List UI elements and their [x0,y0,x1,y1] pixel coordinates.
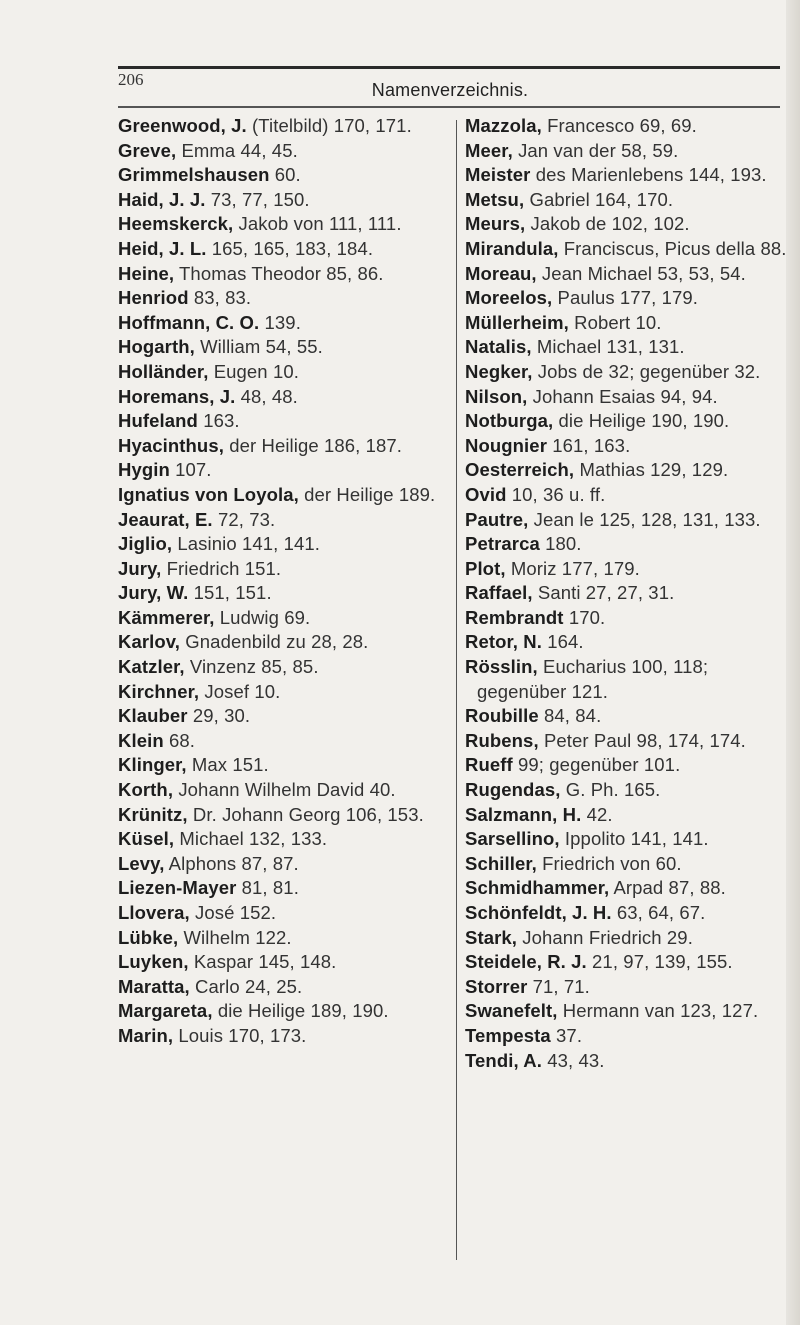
entry-references: 164. [547,631,584,653]
entry-name: Schönfeldt, J. H. [465,902,612,923]
entry-name: Raffael, [465,582,533,604]
index-entry [118,1024,458,1049]
entry-references: Mathias 129, 129. [579,459,729,481]
index-entry [118,286,458,311]
index-entry [465,188,790,213]
entry-references: 42. [586,803,613,825]
index-entry [118,975,458,1000]
index-columns [118,114,790,1294]
entry-name: Korth, [118,779,174,801]
entry-name: Roubille [465,705,539,727]
index-entry [465,926,790,951]
entry-name: Hyacinthus, [118,434,224,456]
entry-name: Sarsellino, [465,828,560,850]
entry-references: Johann Wilhelm David 40. [178,779,396,801]
entry-references: Louis 170, 173. [178,1024,307,1046]
entry-references: 81, 81. [241,877,299,899]
entry-name: Llovera, [118,902,190,923]
entry-name: Negker, [465,360,533,382]
entry-references: G. Ph. 165. [565,779,661,801]
index-entry [118,434,458,459]
entry-references: 151, 151. [193,582,272,604]
entry-references: die Heilige 190, 190. [558,410,730,432]
index-entry [118,581,458,606]
index-entry [465,950,790,975]
index-entry [118,827,458,852]
entry-references: Ippolito 141, 141. [564,828,709,850]
entry-name: Meer, [465,139,513,161]
entry-references: Hermann van 123, 127. [562,1000,759,1022]
index-entry [465,409,790,434]
entry-references: 68. [168,729,196,751]
entry-name: Moreau, [465,262,537,284]
entry-references: Eucharius 100, 118; gegenüber 121. [477,656,709,702]
index-entry [465,753,790,778]
index-entry [465,212,790,237]
index-entry [118,385,458,410]
entry-name: Nougnier [465,434,547,456]
entry-name: Ovid [465,483,507,505]
entry-references: Vinzenz 85, 85. [189,656,319,678]
index-entry [465,655,790,704]
entry-name: Jiglio, [118,533,173,555]
entry-references: Dr. Johann Georg 106, 153. [192,803,424,825]
page-number: 206 [118,70,144,89]
entry-references: William 54, 55. [200,336,323,358]
entry-references: 73, 77, 150. [210,188,310,210]
index-entry [465,532,790,557]
entry-references: Michael 131, 131. [536,336,685,358]
index-entry [465,975,790,1000]
entry-references: 180. [545,533,582,555]
index-entry [118,458,458,483]
entry-name: Rösslin, [465,656,538,678]
column-divider [456,120,457,1260]
entry-references: Jean Michael 53, 53, 54. [541,262,746,284]
entry-name: Katzler, [118,656,185,678]
entry-name: Schmidhammer, [465,877,610,899]
entry-references: Gnadenbild zu 28, 28. [185,631,369,653]
index-entry [118,926,458,951]
entry-name: Greve, [118,139,177,161]
index-entry [465,852,790,877]
entry-references: (Titelbild) 170, 171. [252,115,412,136]
entry-name: Hygin [118,459,170,481]
entry-name: Karlov, [118,631,181,653]
entry-name: Holländer, [118,360,209,382]
index-entry [118,704,458,729]
entry-references: Friedrich 151. [166,557,282,579]
index-entry [118,508,458,533]
entry-references: 48, 48. [240,385,298,407]
entry-name: Lübke, [118,926,179,948]
entry-name: Tempesta [465,1024,551,1046]
index-entry [118,606,458,631]
entry-references: 99; gegenüber 101. [518,754,681,776]
entry-references: Kaspar 145, 148. [193,951,337,973]
running-title: Namenverzeichnis. [371,80,529,100]
index-entry [118,557,458,582]
entry-name: Pautre, [465,508,529,530]
index-entry [118,360,458,385]
entry-references: Carlo 24, 25. [195,975,303,997]
entry-references: 43, 43. [547,1049,605,1071]
entry-references: Ludwig 69. [219,606,311,628]
entry-name: Jury, W. [118,582,189,604]
entry-references: Johann Friedrich 29. [522,926,693,948]
index-entry [118,901,458,926]
entry-references: Jean le 125, 128, 131, 133. [533,508,761,530]
entry-references: Alphons 87, 87. [168,852,299,874]
entry-name: Ignatius von Loyola, [118,483,299,505]
index-entry [465,385,790,410]
index-entry [118,262,458,287]
index-entry [118,680,458,705]
entry-name: Klauber [118,705,188,727]
index-entry [118,852,458,877]
entry-references: der Heilige 186, 187. [229,434,403,456]
index-entry [118,753,458,778]
index-entry [118,139,458,164]
entry-references: Jakob von 111, 111. [238,213,402,235]
entry-references: Eugen 10. [213,360,299,382]
entry-references: 107. [175,459,212,481]
index-entry [118,532,458,557]
index-entry [465,434,790,459]
entry-name: Rugendas, [465,779,561,801]
entry-references: Friedrich von 60. [542,852,682,874]
entry-name: Swanefelt, [465,1000,558,1022]
index-entry [465,704,790,729]
entry-name: Meurs, [465,213,526,235]
index-entry [465,508,790,533]
entry-references: Moriz 177, 179. [510,557,640,579]
entry-name: Greenwood, J. [118,115,247,136]
entry-references: 84, 84. [544,705,602,727]
index-entry [465,483,790,508]
entry-name: Salzmann, H. [465,803,582,825]
entry-name: Klein [118,729,164,751]
entry-name: Luyken, [118,951,189,973]
index-entry [465,606,790,631]
entry-name: Petrarca [465,533,540,555]
entry-references: Santi 27, 27, 31. [537,582,675,604]
index-entry [118,655,458,680]
entry-name: Mazzola, [465,115,542,136]
entry-name: Heid, J. L. [118,237,207,259]
index-entry [465,1049,790,1074]
entry-references: die Heilige 189, 190. [217,1000,389,1022]
right-column [465,114,790,1073]
entry-name: Mirandula, [465,237,559,259]
index-entry [465,630,790,655]
index-entry [118,876,458,901]
index-entry [465,999,790,1024]
entry-references: Thomas Theodor 85, 86. [179,262,384,284]
entry-references: 60. [274,164,301,186]
entry-references: 170. [568,606,606,628]
entry-name: Jury, [118,557,162,579]
entry-name: Grimmelshausen [118,164,270,186]
header-rule-top [118,66,780,69]
entry-references: 63, 64, 67. [616,902,706,923]
entry-name: Moreelos, [465,287,553,309]
index-entry [465,581,790,606]
entry-references: Arpad 87, 88. [613,877,726,899]
entry-name: Marin, [118,1024,174,1046]
entry-references: 72, 73. [217,508,276,530]
entry-name: Rueff [465,754,513,776]
index-entry [118,803,458,828]
entry-name: Oesterreich, [465,459,575,481]
entry-references: Peter Paul 98, 174, 174. [543,729,746,751]
entry-references: Johann Esaias 94, 94. [532,385,718,407]
index-entry [465,458,790,483]
header-rule-bottom [118,106,780,108]
entry-name: Hufeland [118,410,198,432]
entry-references: 163. [203,410,240,432]
entry-references: Jakob de 102, 102. [530,213,690,235]
entry-name: Meister [465,164,531,186]
index-entry [118,212,458,237]
entry-references: des Marienlebens 144, 193. [535,164,767,186]
index-entry [118,729,458,754]
index-entry [118,311,458,336]
index-entry [465,360,790,385]
entry-name: Storrer [465,975,528,997]
index-entry [118,163,458,188]
entry-references: 21, 97, 139, 155. [592,951,733,973]
entry-name: Klinger, [118,754,187,776]
entry-name: Metsu, [465,188,525,210]
index-entry [118,335,458,360]
entry-references: 29, 30. [192,705,251,727]
index-entry [465,139,790,164]
entry-name: Plot, [465,557,506,579]
entry-name: Steidele, R. J. [465,951,587,973]
index-entry [465,237,790,262]
entry-references: 10, 36 u. ff. [511,483,606,505]
entry-name: Schiller, [465,852,537,874]
entry-references: Robert 10. [574,311,662,333]
entry-references: Jobs de 32; gegenüber 32. [537,360,761,382]
index-entry [465,876,790,901]
index-entry [465,901,790,926]
index-entry [465,803,790,828]
entry-name: Haid, J. J. [118,188,206,210]
index-entry [465,114,790,139]
entry-references: Gabriel 164, 170. [529,188,674,210]
entry-references: Josef 10. [204,680,281,702]
index-entry [118,483,458,508]
left-column [118,114,458,1049]
entry-name: Küsel, [118,828,175,850]
entry-name: Rubens, [465,729,539,751]
index-entry [118,114,458,139]
index-entry [465,729,790,754]
entry-references: der Heilige 189. [304,483,436,505]
entry-name: Stark, [465,926,518,948]
entry-name: Kämmerer, [118,606,215,628]
index-entry [118,950,458,975]
entry-references: Wilhelm 122. [183,926,292,948]
index-entry [118,778,458,803]
index-entry [465,827,790,852]
entry-name: Nilson, [465,385,528,407]
entry-name: Heine, [118,262,175,284]
entry-references: Emma 44, 45. [181,139,298,161]
entry-name: Maratta, [118,975,190,997]
index-entry [118,188,458,213]
entry-name: Notburga, [465,410,554,432]
entry-references: Francesco 69, 69. [547,115,697,136]
entry-name: Levy, [118,852,165,874]
entry-references: José 152. [195,902,277,923]
entry-name: Jeaurat, E. [118,508,213,530]
index-entry [465,311,790,336]
entry-name: Henriod [118,287,189,309]
entry-references: Lasinio 141, 141. [177,533,321,555]
entry-name: Kirchner, [118,680,200,702]
index-entry [465,557,790,582]
index-entry [118,237,458,262]
index-entry [465,778,790,803]
entry-references: 71, 71. [532,975,590,997]
entry-references: Michael 132, 133. [179,828,328,850]
entry-references: Max 151. [191,754,269,776]
entry-name: Krünitz, [118,803,188,825]
index-entry [118,409,458,434]
entry-references: Paulus 177, 179. [557,287,698,309]
entry-references: 83, 83. [193,287,252,309]
index-entry [465,262,790,287]
entry-name: Natalis, [465,336,532,358]
entry-name: Rembrandt [465,606,564,628]
index-entry [118,999,458,1024]
entry-name: Müllerheim, [465,311,569,333]
entry-name: Margareta, [118,1000,213,1022]
entry-name: Horemans, J. [118,385,236,407]
index-entry [465,286,790,311]
entry-name: Hogarth, [118,336,195,358]
entry-name: Liezen-Mayer [118,877,237,899]
entry-name: Tendi, A. [465,1049,542,1071]
entry-references: 139. [264,311,301,333]
entry-name: Hoffmann, C. O. [118,311,260,333]
entry-references: Jan van der 58, 59. [518,139,679,161]
entry-name: Retor, N. [465,631,542,653]
entry-name: Heemskerck, [118,213,234,235]
index-entry [118,630,458,655]
index-entry [465,335,790,360]
entry-references: 165, 165, 183, 184. [211,237,374,259]
entry-references: Franciscus, Picus della 88. [563,237,787,259]
entry-references: 161, 163. [552,434,631,456]
index-entry [465,1024,790,1049]
entry-references: 37. [556,1024,583,1046]
index-entry [465,163,790,188]
